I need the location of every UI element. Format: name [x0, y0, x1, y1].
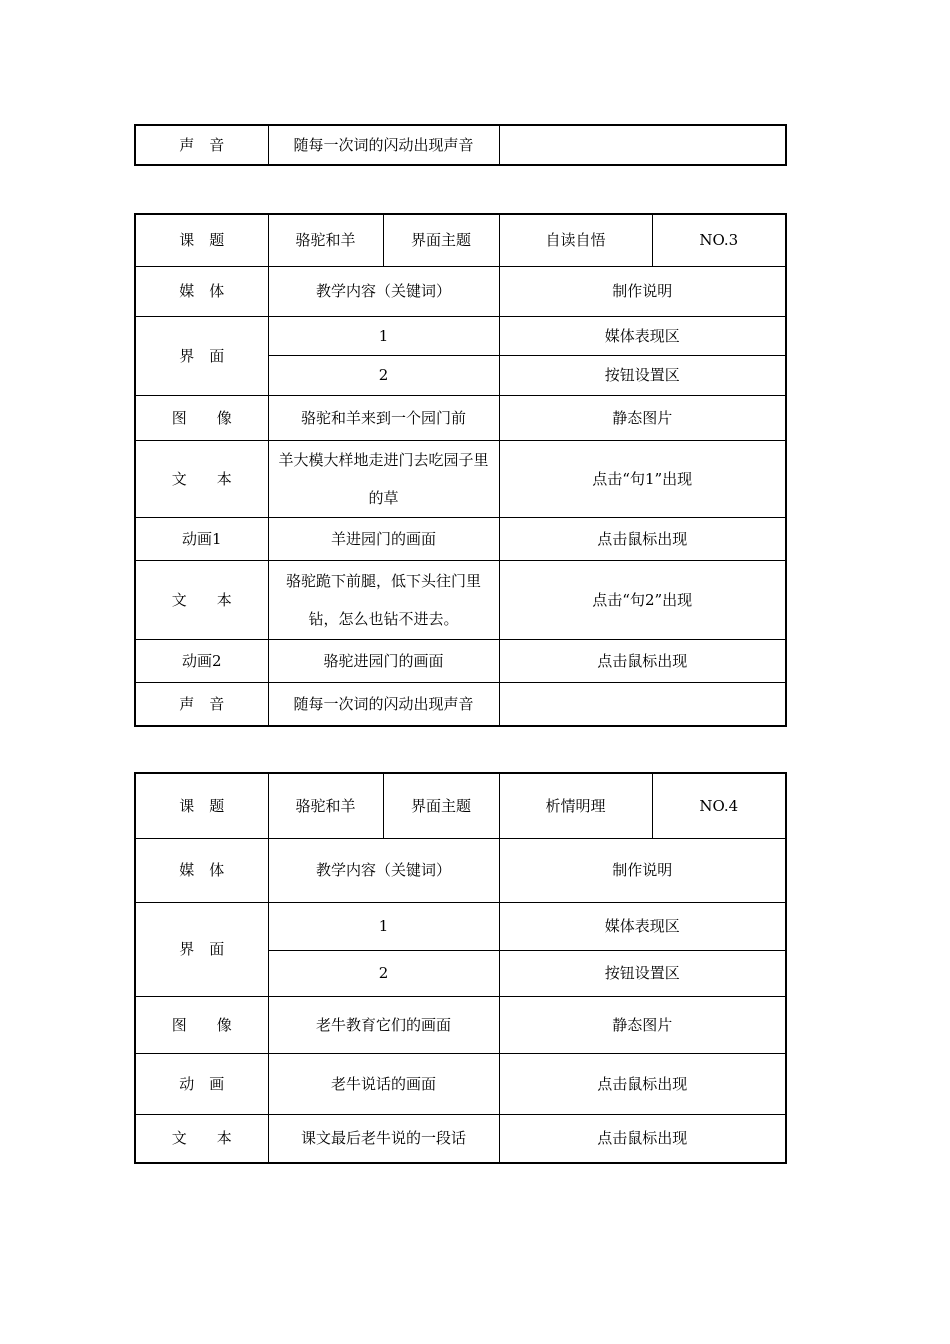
note-cell: 点击鼠标出现: [499, 517, 786, 560]
table-row: [135, 517, 786, 560]
header-row: [135, 773, 786, 838]
content-cell: 羊大模大样地走进门去吃园子里的草: [268, 440, 499, 517]
table-row: [135, 440, 786, 517]
content-cell: 骆驼和羊来到一个园门前: [268, 395, 499, 440]
interface-label: 界 面: [135, 316, 268, 395]
note-header: 制作说明: [499, 838, 786, 902]
header-row: [135, 214, 786, 266]
note-cell: [499, 125, 786, 165]
media-header: 媒 体: [135, 266, 268, 316]
interface-note: 按钮设置区: [499, 950, 786, 996]
table-row: [135, 1114, 786, 1163]
media-label: 图 像: [135, 996, 268, 1053]
interface-row: [135, 316, 786, 355]
content-cell: 老牛教育它们的画面: [268, 996, 499, 1053]
theme-label: 界面主题: [383, 214, 499, 266]
topic-value: 骆驼和羊: [268, 214, 383, 266]
interface-num: 1: [268, 902, 499, 950]
page-number: NO.3: [652, 214, 786, 266]
table-row: [135, 996, 786, 1053]
note-cell: 点击“句1”出现: [499, 440, 786, 517]
note-cell: 静态图片: [499, 395, 786, 440]
topic-value: 骆驼和羊: [268, 773, 383, 838]
note-cell: 点击鼠标出现: [499, 639, 786, 682]
interface-num: 1: [268, 316, 499, 355]
content-cell: 随每一次词的闪动出现声音: [268, 125, 499, 165]
media-label: 图 像: [135, 395, 268, 440]
content-cell: 老牛说话的画面: [268, 1053, 499, 1114]
note-cell: 点击鼠标出现: [499, 1053, 786, 1114]
topic-label: 课 题: [135, 773, 268, 838]
interface-num: 2: [268, 355, 499, 395]
interface-note: 媒体表现区: [499, 316, 786, 355]
note-cell: 点击鼠标出现: [499, 1114, 786, 1163]
column-header-row: [135, 266, 786, 316]
interface-design-table-no4: [134, 772, 787, 1164]
media-label: 声 音: [135, 682, 268, 726]
interface-note: 按钮设置区: [499, 355, 786, 395]
page-number: NO.4: [652, 773, 786, 838]
content-cell: 羊进园门的画面: [268, 517, 499, 560]
table-row: [135, 639, 786, 682]
content-cell: 骆驼跪下前腿，低下头往门里钻，怎么也钻不进去。: [268, 560, 499, 639]
sound-table-fragment: [134, 124, 787, 166]
media-label: 声 音: [135, 125, 268, 165]
media-label: 动画2: [135, 639, 268, 682]
media-label: 动画1: [135, 517, 268, 560]
media-label: 文 本: [135, 560, 268, 639]
media-label: 文 本: [135, 1114, 268, 1163]
note-header: 制作说明: [499, 266, 786, 316]
interface-label: 界 面: [135, 902, 268, 996]
note-cell: 静态图片: [499, 996, 786, 1053]
topic-label: 课 题: [135, 214, 268, 266]
media-label: 文 本: [135, 440, 268, 517]
table-row: [135, 125, 786, 165]
content-cell: 随每一次词的闪动出现声音: [268, 682, 499, 726]
theme-label: 界面主题: [383, 773, 499, 838]
interface-note: 媒体表现区: [499, 902, 786, 950]
content-header: 教学内容（关键词）: [268, 266, 499, 316]
table-row: [135, 682, 786, 726]
note-cell: [499, 682, 786, 726]
media-header: 媒 体: [135, 838, 268, 902]
content-cell: 骆驼进园门的画面: [268, 639, 499, 682]
theme-value: 自读自悟: [499, 214, 652, 266]
interface-num: 2: [268, 950, 499, 996]
table-row: [135, 560, 786, 639]
table-row: [135, 1053, 786, 1114]
content-header: 教学内容（关键词）: [268, 838, 499, 902]
content-cell: 课文最后老牛说的一段话: [268, 1114, 499, 1163]
note-cell: 点击“句2”出现: [499, 560, 786, 639]
theme-value: 析情明理: [499, 773, 652, 838]
column-header-row: [135, 838, 786, 902]
media-label: 动 画: [135, 1053, 268, 1114]
interface-row: [135, 902, 786, 950]
interface-design-table-no3: [134, 213, 787, 727]
table-row: [135, 395, 786, 440]
